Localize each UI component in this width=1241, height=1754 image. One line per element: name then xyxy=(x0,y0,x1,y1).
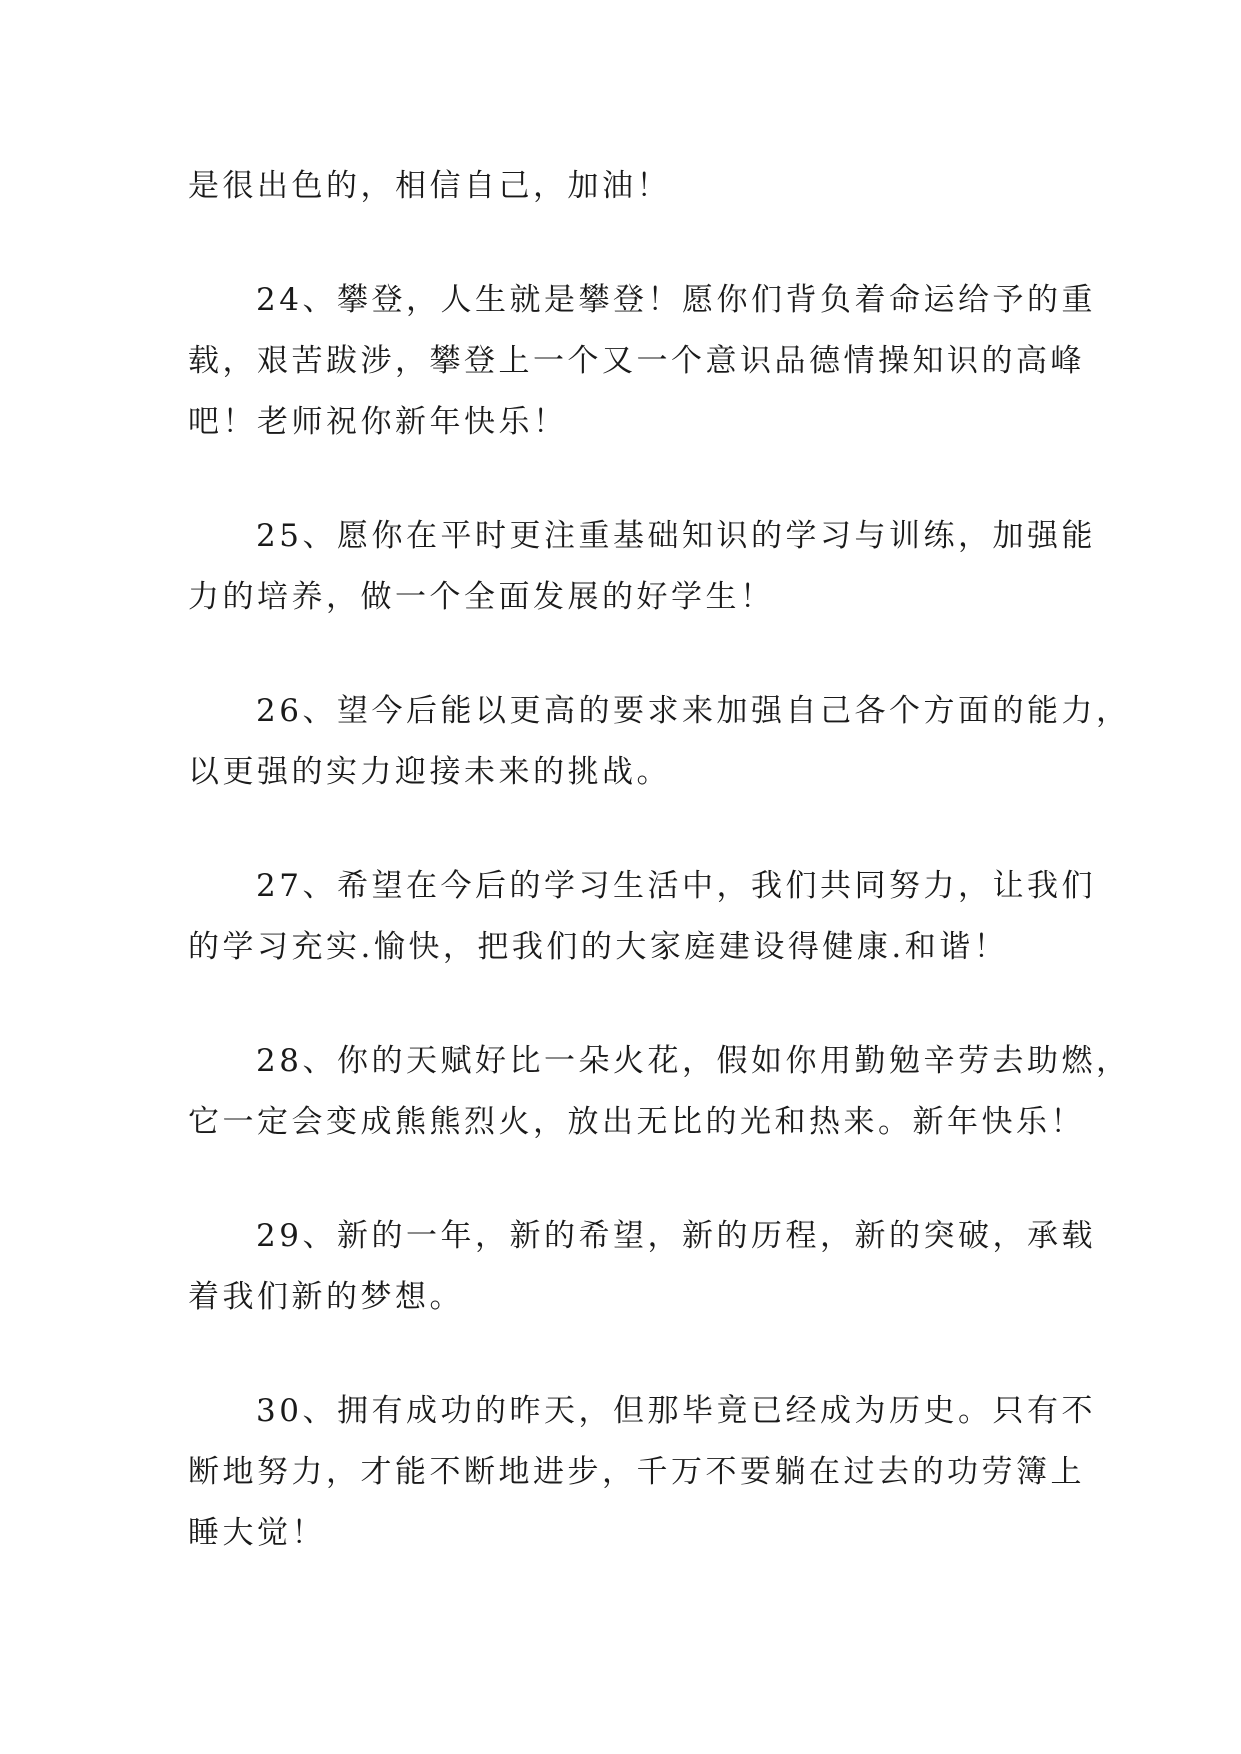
paragraph-25-line-2: 力的培养，做一个全面发展的好学生！ xyxy=(188,579,775,615)
paragraph-29-line-1: 29、新的一年，新的希望，新的历程，新的突破，承载 xyxy=(256,1218,1096,1254)
paragraph-26-line-2: 以更强的实力迎接未来的挑战。 xyxy=(188,754,671,790)
paragraph-27-line-2: 的学习充实.愉快，把我们的大家庭建设得健康.和谐！ xyxy=(188,929,1009,965)
paragraph-30-line-3: 睡大觉！ xyxy=(188,1515,326,1551)
text-line: 是很出色的，相信自己，加油！ xyxy=(188,168,671,204)
paragraph-24-line-1: 24、攀登，人生就是攀登！愿你们背负着命运给予的重 xyxy=(256,282,1096,318)
paragraph-30-line-1: 30、拥有成功的昨天，但那毕竟已经成为历史。只有不 xyxy=(256,1393,1096,1429)
paragraph-28-line-1: 28、你的天赋好比一朵火花，假如你用勤勉辛劳去助燃， xyxy=(256,1043,1131,1079)
paragraph-27-line-1: 27、希望在今后的学习生活中，我们共同努力，让我们 xyxy=(256,868,1096,904)
paragraph-26-line-1: 26、望今后能以更高的要求来加强自己各个方面的能力， xyxy=(256,693,1131,729)
paragraph-25-line-1: 25、愿你在平时更注重基础知识的学习与训练，加强能 xyxy=(256,518,1096,554)
paragraph-28-line-2: 它一定会变成熊熊烈火，放出无比的光和热来。新年快乐！ xyxy=(188,1104,1085,1140)
paragraph-24-line-3: 吧！老师祝你新年快乐！ xyxy=(188,404,568,440)
paragraph-24-line-2: 载，艰苦跋涉，攀登上一个又一个意识品德情操知识的高峰 xyxy=(188,343,1085,379)
paragraph-29-line-2: 着我们新的梦想。 xyxy=(188,1279,464,1315)
paragraph-30-line-2: 断地努力，才能不断地进步，千万不要躺在过去的功劳簿上 xyxy=(188,1454,1085,1490)
